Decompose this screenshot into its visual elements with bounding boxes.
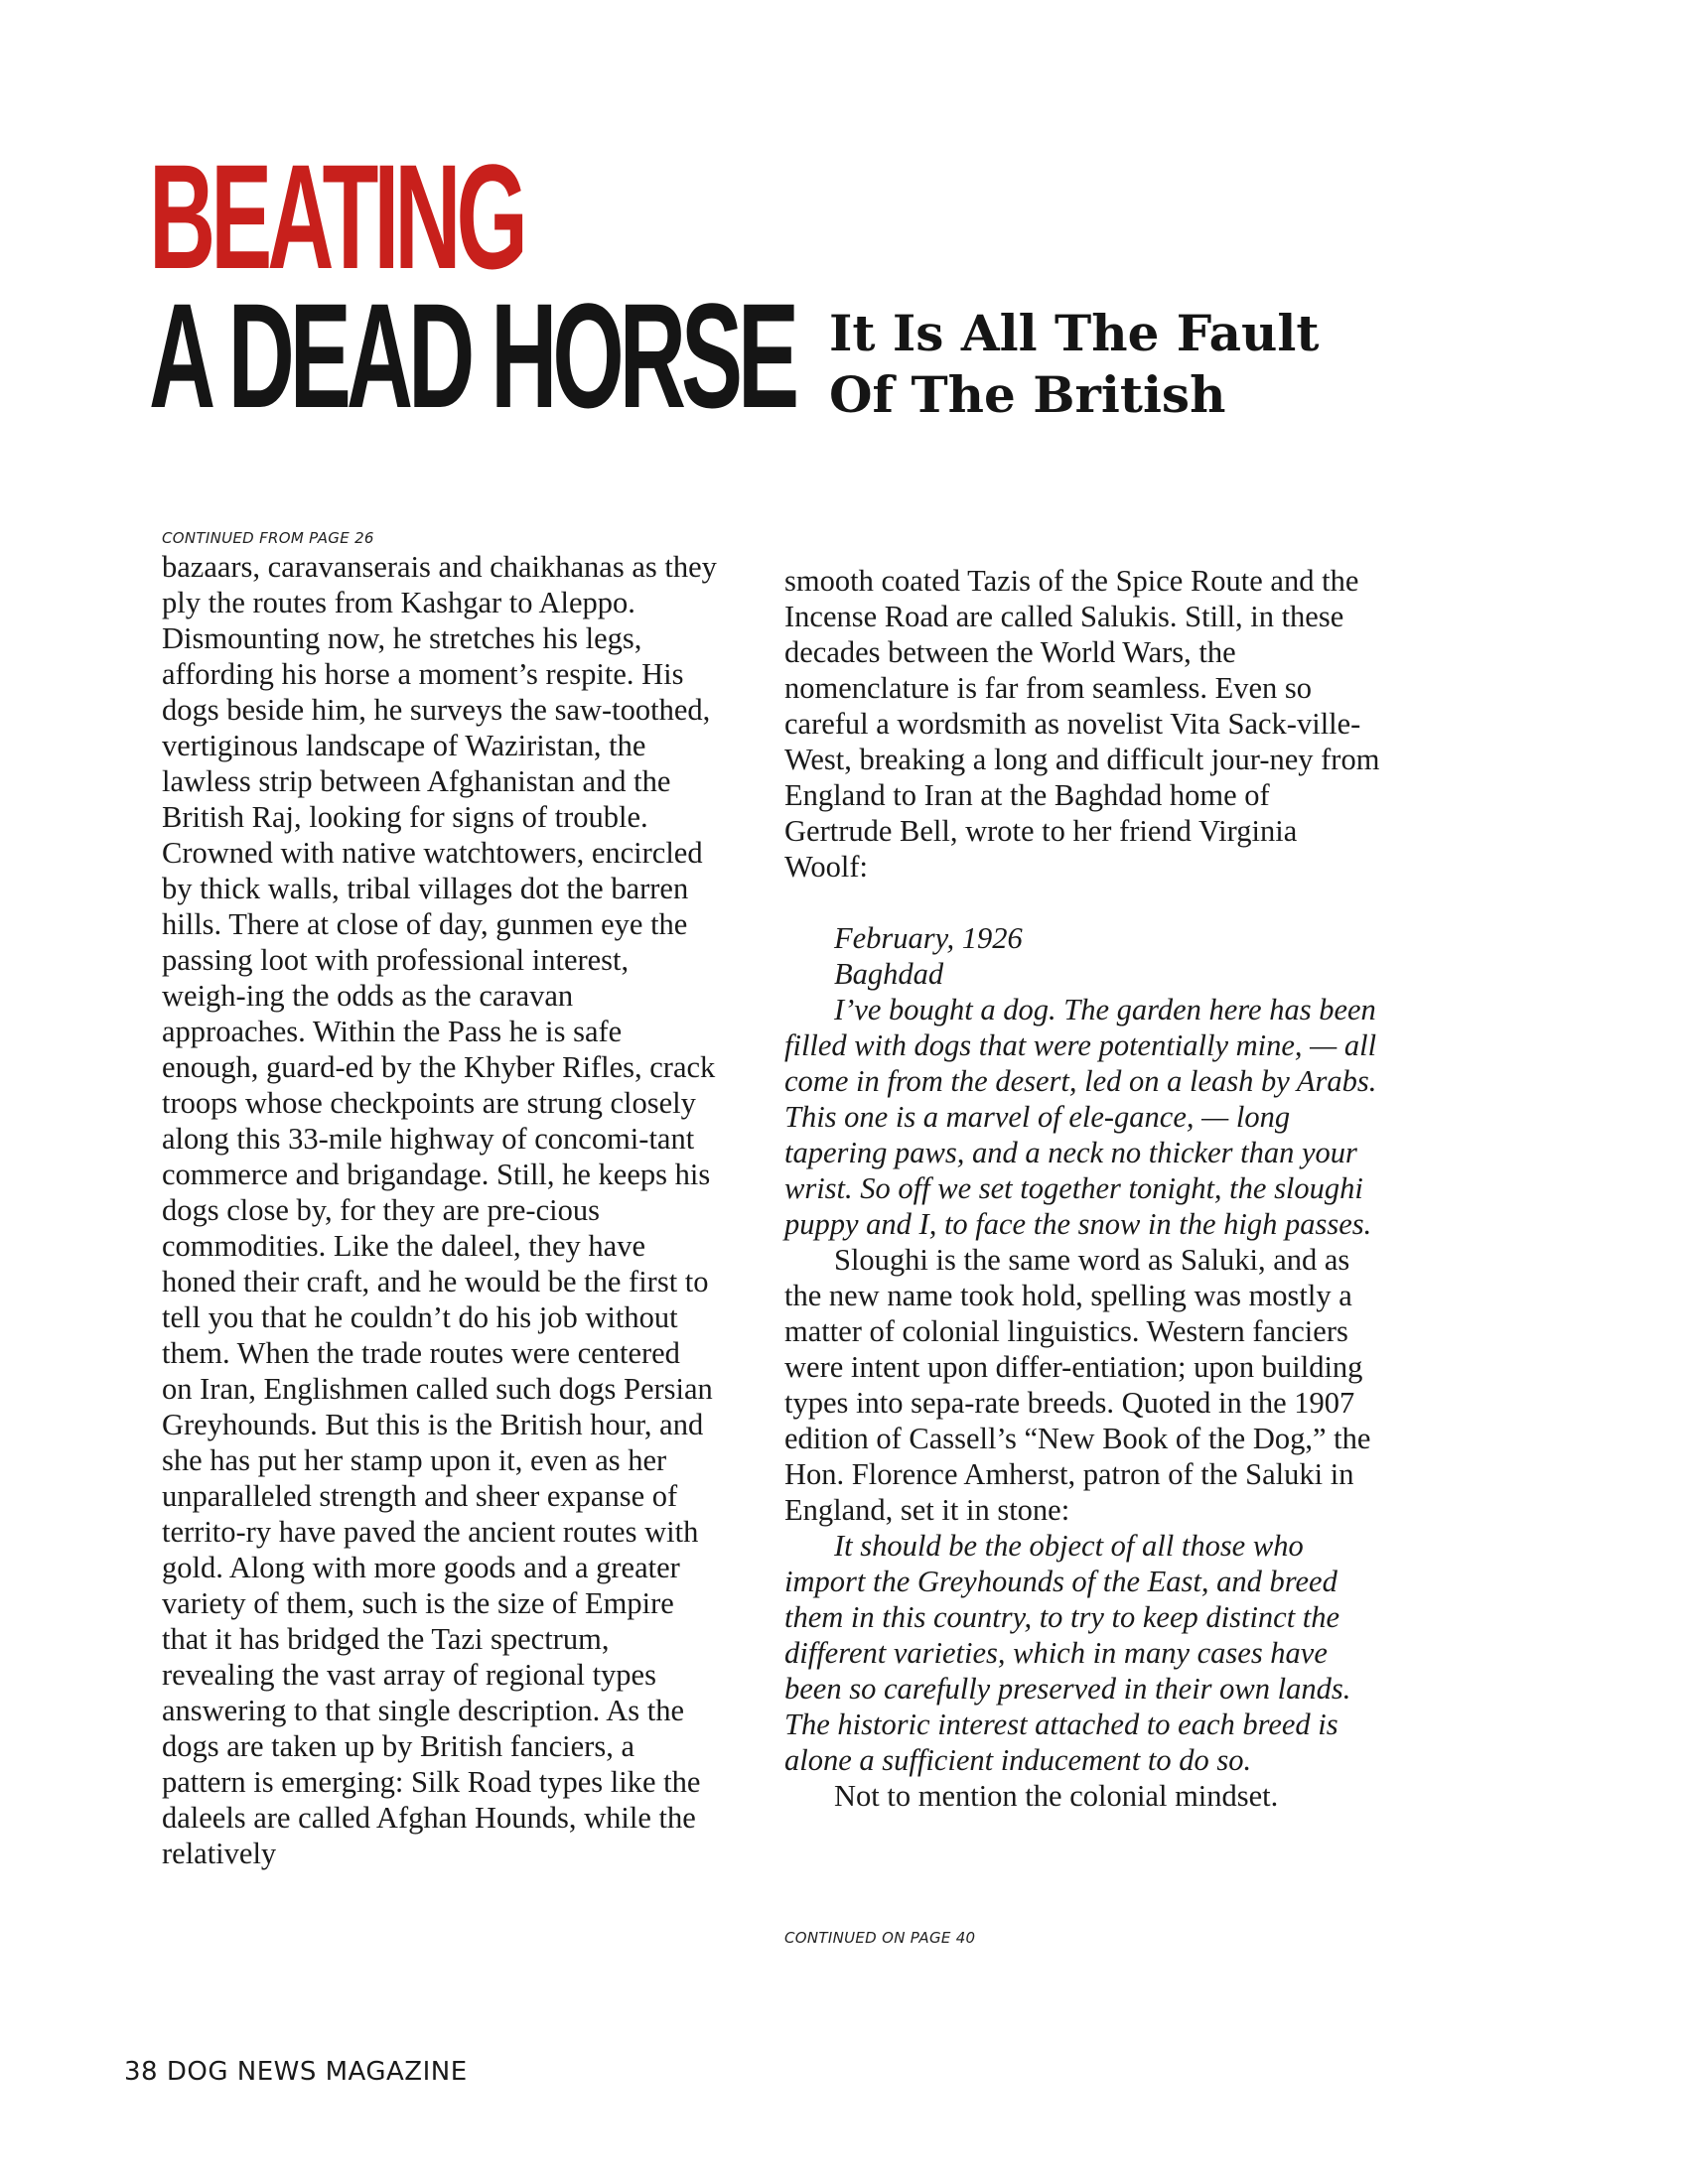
- letter-body: I’ve bought a dog. The garden here has been filled with dogs that were potentially mine, — all come in from the desert, led on a leash by Arabs. This one is a marvel of ele-gance, — long tapering paws, and a neck no thicker than your wrist. So off we set together tonight, the sloughi puppy and I, to face the snow in the high passes.: [784, 993, 1377, 1241]
- continued-on-label: CONTINUED ON PAGE 40: [784, 1929, 976, 1947]
- headline: [149, 133, 795, 439]
- block-quote: It should be the object of all those who import the Greyhounds of the East, and breed them in this country, to try to keep distinct the different varieties, which in many cases have been so carefully preserved in their own lands. The historic interest attached to each breed is alone a sufficient inducement to do so.: [784, 1529, 1351, 1777]
- letter-place: Baghdad: [834, 957, 944, 991]
- subheadline: [829, 303, 1385, 426]
- subheadline-line-2: Of The British: [829, 365, 1226, 424]
- letter-date: February, 1926: [834, 921, 1023, 955]
- subheadline-line-1: It Is All The Fault: [829, 304, 1320, 362]
- continued-from-label: CONTINUED FROM PAGE 26: [162, 529, 374, 547]
- page-footer: 38 DOG NEWS MAGAZINE: [124, 2057, 468, 2087]
- article-column-left: [162, 549, 718, 1871]
- paragraph: smooth coated Tazis of the Spice Route and the Incense Road are called Salukis. Still, in these decades between the World Wars, the nomenclature is far from seamless. Even so careful a wordsmith as novelist Vita Sack-ville-West, breaking a long and difficult jour-ney from England to Iran at the Baghdad home of Gertrude Bell, wrote to her friend Virginia Woolf:: [784, 564, 1380, 884]
- headline-line-1: BEATING: [149, 133, 523, 300]
- paragraph: Not to mention the colonial mindset.: [834, 1779, 1279, 1813]
- paragraph: bazaars, caravanserais and chaikhanas as they ply the routes from Kashgar to Aleppo. Dismounting now, he stretches his legs, affording his horse a moment’s respite. His dogs beside him, he surveys the saw-toothed, vertiginous landscape of Waziristan, the lawless strip between Afghanistan and the British Raj, looking for signs of trouble. Crowned with native watchtowers, encircled by thick walls, tribal villages dot the barren hills. There at close of day, gunmen eye the passing loot with professional interest, weigh-ing the odds as the caravan approaches. Within the Pass he is safe enough, guard-ed by the Khyber Rifles, crack troops whose checkpoints are strung closely along this 33-mile highway of concomi-tant commerce and brigandage. Still, he keeps his dogs close by, for they are pre-cious commodities. Like the daleel, they have honed their craft, and he would be the first to tell you that he couldn’t do his job without them. When the trade routes were centered on Iran, Englishmen called such dogs Persian Greyhounds. But this is the British hour, and she has put her stamp upon it, even as her unparalleled strength and sheer expanse of territo-ry have paved the ancient routes with gold. Along with more goods and a greater variety of them, such is the size of Empire that it has bridged the Tazi spectrum, revealing the vast array of regional types answering to that single description. As the dogs are taken up by British fanciers, a pattern is emerging: Silk Road types like the daleels are called Afghan Hounds, while the relatively: [162, 550, 717, 1870]
- paragraph: Sloughi is the same word as Saluki, and as the new name took hold, spelling was mostly a matter of colonial linguistics. Western fanciers were intent upon differ-entiation; upon building types into sepa-rate breeds. Quoted in the 1907 edition of Cassell’s “New Book of the Dog,” the Hon. Florence Amherst, patron of the Saluki in England, set it in stone:: [784, 1243, 1371, 1527]
- headline-line-2: A DEAD HORSE: [149, 272, 795, 439]
- article-column-right: [784, 563, 1380, 1814]
